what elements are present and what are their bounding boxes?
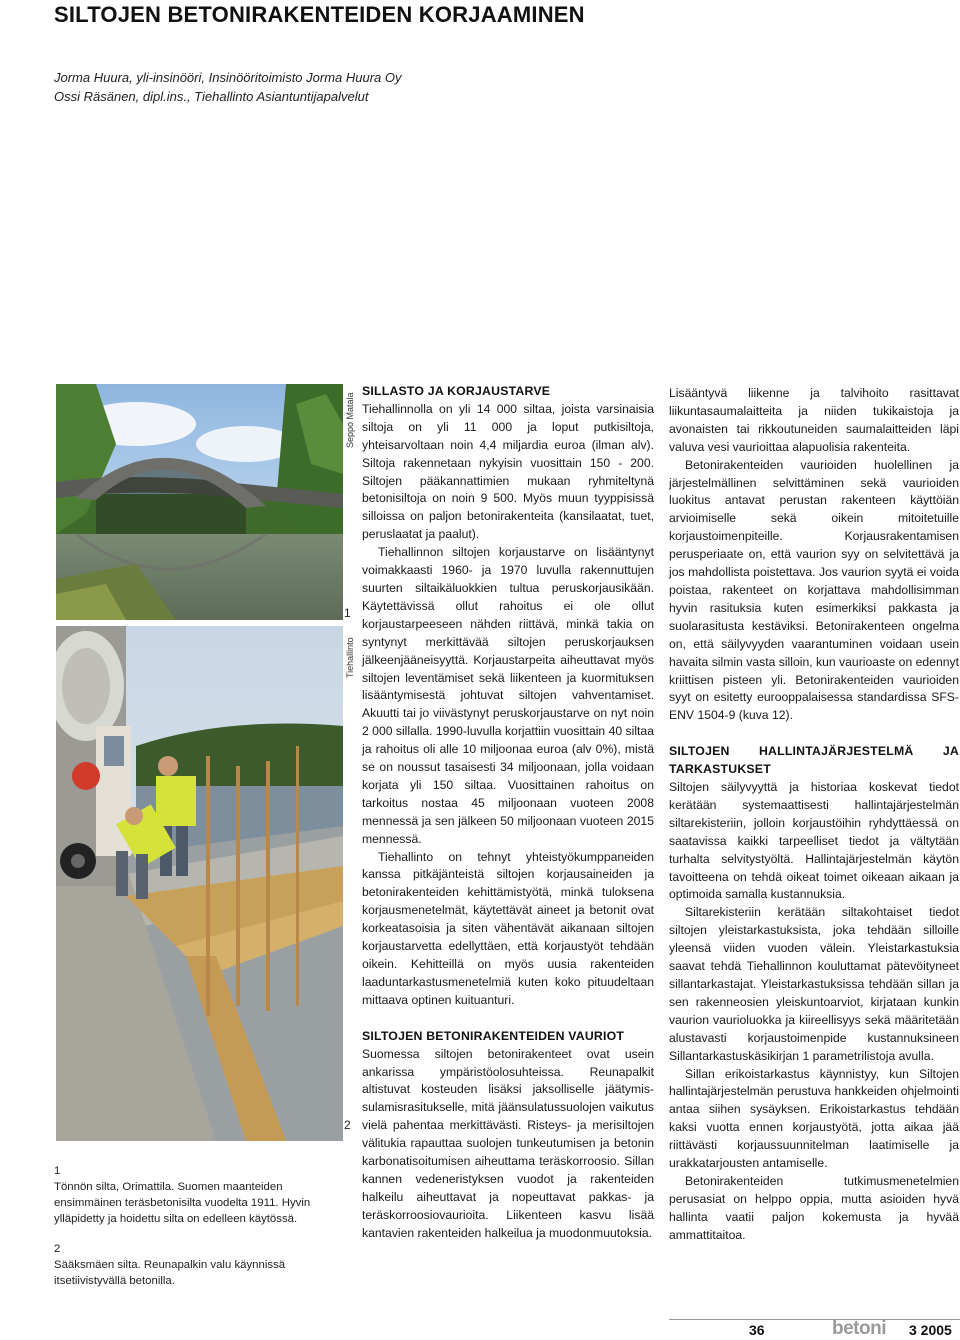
photo-credit: Tiehallinto xyxy=(345,637,355,678)
body-paragraph: Tiehallinnon siltojen korjaustarve on lisääntynyt voimakkaasti 1960- ja 1970 luvulla rakennuttujen suurten siltaikäluokkien tultua peruskorjausikään. Käytettävissä ollut rahoitus ei ole ollut korjaustarpeeseen nähden riittävä, minkä takia on syntynyt merkittävää siltojen peruskorjauksen jälkeenjääneisyyttä. Korjaustarpeita aiheuttavat myös siltojen leventämiset sekä liikenteen ja kuormituksen lisääntymisestä johtuvat siltojen vahventamiset. Akuutti tai jo viivästynyt peruskorjaustarve on nyt noin 2 000 sillalla. 1990-luvulla korjattiin vuosittain 40 siltaa ja rahoitus oli alle 10 miljoonaa euroa (alv 0%), mistä se on noussut tasaisesti 34 miljoonaan, jolla voidaan korjata yli 150 siltaa. Vuosittainen rahoitus on tarkoitus nostaa 45 miljoonaan vuoteen 2008 mennessä ja sen jälkeen 50 miljoonaan vuoteen 2015 mennessä. xyxy=(362,545,654,846)
photo-credit: Seppo Matala xyxy=(345,392,355,448)
photo-number: 2 xyxy=(344,1118,351,1132)
photo-captions xyxy=(54,1163,344,1289)
author-line: Ossi Räsänen, dipl.ins., Tiehallinto Asiantuntijapalvelut xyxy=(54,89,369,104)
article-title: SILTOJEN BETONIRAKENTEIDEN KORJAAMINEN xyxy=(54,2,585,27)
body-paragraph: Siltojen säilyvyyttä ja historiaa koskevat tiedot kerätään systemaattisesti hallintajärjestelmän siltarekisteriin, jolloin korjaustöihin ryhdyttäessä on saatavissa kaikki tarpeelliset tiedot ja vältytään turhalta selvitystyöltä. Hallintajärjestelmän käytön tavoitteena on tehdä oikeat toimet oikeaan aikaan ja optimoida samalla kustannuksia. xyxy=(669,780,959,902)
footer-rule xyxy=(669,1319,960,1320)
page-number: 36 xyxy=(749,1322,765,1338)
body-paragraph: Suomessa siltojen betonirakenteet ovat usein ankarissa ympäristöolosuhteissa. Reunapalkit altistuvat kosteuden lisäksi jaksolliselle jäätymis- sulamisrasitukselle, mitä jäänsulatussuolojen vaikutus vielä pahentaa merkittävästi. Risteys- ja merisiltojen välitukia rapauttaa suolojen tunkeutumisen ja betonin karbonatisoitumisen aiheuttama teräskorroosio. Sillan kannen vedeneristyksen vuodot ja rakenteiden halkeilu aiheuttavat ja nopeuttavat pakkas- ja teräskorroosiovaurioita. Liikenteen kasvu lisää kantavien rakenteiden halkeilua ja muodonmuutoksia. xyxy=(362,1046,654,1240)
caption-text: Sääksmäen silta. Reunapalkin valu käynnissä itsetiivistyvällä betonilla. xyxy=(54,1259,286,1287)
photo-arch-bridge xyxy=(56,384,343,620)
authors xyxy=(54,68,402,106)
body-paragraph: Betonirakenteiden vaurioiden huolellinen ja järjestelmällinen selvittäminen sekä vaurioiden luokitus antavat perustan rakenteen käyttöiän arvioimiselle sekä oikein mitoitetuille korjaustoimenpiteille. Korjausrakentamisen perusperiaate on, että vaurion syy on selvitettävä ja jos mahdollista poistettava. Jos vaurion syytä ei voida poistaa, rakenteet on korjattava mahdollisimman hyvin rasituksia kuten esimerkiksi pakkasta ja suolarasitusta kestäviksi. Betonirakenteen ongelma on, että säilyvyyden vaarantuminen voidaan usein havaita silmin vasta silloin, kun vaurioaste on edennyt kriittisen pisteen yli. Betonirakenteiden vaurioiden syyt on esitetty eurooppalaisessa standardissa SFS-ENV 1504-9 (kuva 12). xyxy=(669,457,959,723)
text-column-right xyxy=(669,385,959,1245)
caption-number: 1 xyxy=(54,1165,61,1177)
body-paragraph: Lisääntyvä liikenne ja talvihoito rasittavat liikuntasaumalaitteita ja niiden tukikaistoja ja avonaisten tai rikkoutuneiden saumalaitteiden läpi valuva vesi vaurioittaa alapuolisia rakenteita. xyxy=(669,386,959,454)
issue-number: 3 2005 xyxy=(909,1322,952,1338)
text-column-middle xyxy=(362,383,654,1243)
section-heading: SILTOJEN HALLINTAJÄRJESTELMÄ JA TARKASTUKSET xyxy=(669,744,959,777)
section-heading: SILLASTO JA KORJAUSTARVE xyxy=(362,384,551,398)
author-line: Jorma Huura, yli-insinööri, Insinööritoimisto Jorma Huura Oy xyxy=(54,70,402,85)
section-spacer xyxy=(669,725,959,743)
caption-number: 2 xyxy=(54,1243,61,1255)
section-heading: SILTOJEN BETONIRAKENTEIDEN VAURIOT xyxy=(362,1028,625,1043)
body-paragraph: Betonirakenteiden tutkimusmenetelmien perusasiat on helppo oppia, mutta asioiden hyvä hallinta vaatii paljon kokemusta ja hyvää ammattitaitoa. xyxy=(669,1173,959,1242)
caption-text: Tönnön silta, Orimattila. Suomen maanteiden ensimmäinen teräsbetonisilta vuodelta 1911. Hyvin ylläpidetty ja hoidettu silta on edelleen käytössä. xyxy=(54,1181,311,1225)
body-paragraph: Siltarekisteriin kerätään siltakohtaiset tiedot siltojen yleistarkastuksista, joka tehdään silloille yleensä viiden vuoden välein. Yleistarkastuksia saavat tehdä Tiehallinnon kouluttamat pätevöityneet sillantarkastajat. Yleistarkastuksissa tehdään sillan ja sen rakenneosien yleiskuntoarviot, kirjataan kunkin vaurion vaurioluokka ja kiireellisyys sekä määritetään alustavasti korjaustoimenpide kustannuksineen Sillantarkastuskäsikirjan 1 parametrilistoja avulla. xyxy=(669,905,959,1063)
section-spacer xyxy=(362,1010,654,1028)
photo-edge-beam-casting xyxy=(56,626,343,1141)
photo-number: 1 xyxy=(344,606,351,620)
body-paragraph: Sillan erikoistarkastus käynnistyy, kun Siltojen hallintajärjestelmän perustuva hankkeiden ohjelmointi antaa siihen sysäyksen. Erikoistarkastus tehdään kaksi vuotta ennen korjaustyötä, jotta aikaa jää riittävästi korjaussuunnitelman laatimiselle ja urakkatarjousten antamiselle. xyxy=(669,1066,959,1171)
body-paragraph: Tiehallinnolla on yli 14 000 siltaa, joista varsinaisia siltoja on yli 11 000 ja loput putkisiltoja, yhteisarvoltaan noin 4,4 miljardia euroa (ilman alv). Siltoja rakennetaan nykyisin vuosittain 150 - 200. Siltojen pääkannattimien mukaan ryhmiteltynä betonisiltoja on noin 9 500. Myös muun tyyppisissä silloissa on paljon betonirakenteita (kansilaatat, tuet, peruslaatat ja paalut). xyxy=(362,401,654,542)
body-paragraph: Tiehallinto on tehnyt yhteistyökumppaneiden kanssa pitkäjänteistä siltojen korjausaineiden ja betonirakenteiden kehittämistyötä, minkä tuloksena korjausmenetelmät, käytettävät aineet ja betonit ovat korkeatasoisia ja siten vähentävät aikanaan siltojen korjaustarvetta edellyttäen, että korjaustyöt tehdään oikein. Kehitteillä on myös uusia rakenteiden laaduntarkastusmenetelmiä kuten koko pituudeltaan mittaava optinen kuituanturi. xyxy=(362,849,654,1007)
magazine-logo: betoni xyxy=(832,1318,886,1339)
